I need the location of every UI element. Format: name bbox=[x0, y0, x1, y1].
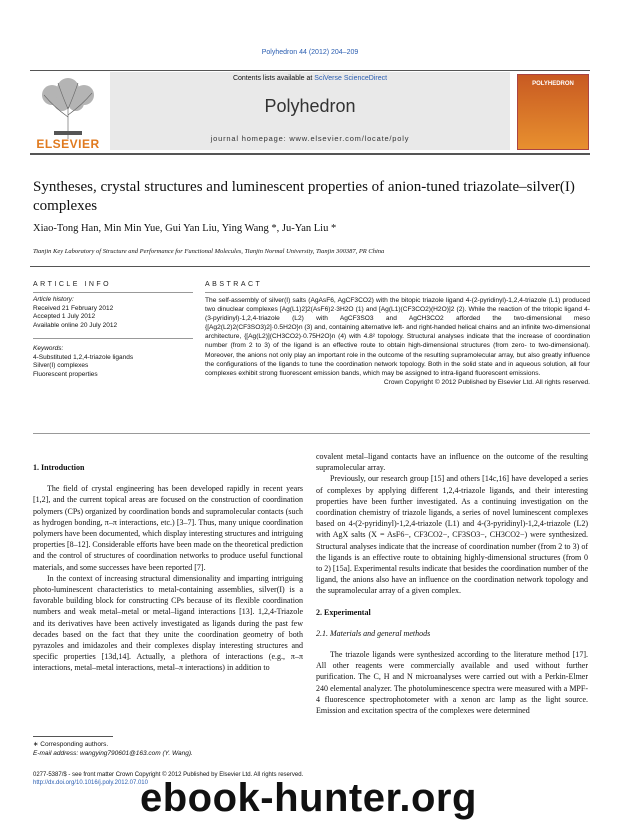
title-rule bbox=[30, 266, 590, 267]
article-info-heading: ARTICLE INFO bbox=[33, 281, 112, 288]
cover-title: POLYHEDRON bbox=[532, 81, 574, 87]
header-top-rule bbox=[30, 70, 590, 71]
paragraph: Previously, our research group [15] and others [14c,16] have developed a series of complexes by applying different 1,2,4-triazole ligands, and their interesting properties have been further investigated. As a continuing investigation on the coordination chemistry of triazole ligands, a series of novel luminescent complexes based on 4-(2-pyridinyl)-1,2,4-triazole (L1) and 4-(3-pyridinyl)-1,2,4-triazole (L2) with AgX salts (X = AsF6−, CF3CO2−, CF3SO3−, CH3CO2−) were synthesized. Structural analyses indicate that the increase of coordination number (from 2 to 3) of the ligands is an effective route to obtaining highly-dimensional structures (from 0 to 2) [15a]. Experimental results indicate that besides the coordination number of the ligand, the anions also have an influence on the coordination network topology and the supramolecular array of a given complex. bbox=[316, 474, 588, 596]
issn-text: 0277-5387/$ - see front matter Crown Copyright © 2012 Published by Elsevier Ltd. All rights reserved. bbox=[33, 772, 304, 778]
section-heading-introduction: 1. Introduction bbox=[33, 463, 85, 472]
keywords bbox=[33, 345, 193, 379]
footnote-rule bbox=[33, 736, 113, 737]
keywords-rule bbox=[33, 338, 193, 339]
keywords-label: Keywords: bbox=[33, 345, 64, 352]
article-info bbox=[33, 296, 193, 387]
journal-homepage[interactable]: journal homepage: www.elsevier.com/locate/poly bbox=[210, 134, 410, 143]
journal-title: Polyhedron bbox=[264, 96, 356, 116]
watermark-text: ebook-hunter.org bbox=[140, 776, 477, 820]
doi-link[interactable]: http://dx.doi.org/10.1016/j.poly.2012.07.010 bbox=[33, 780, 148, 786]
online-date: Available online 20 July 2012 bbox=[33, 321, 118, 329]
section-heading-experimental: 2. Experimental bbox=[316, 607, 371, 617]
keyword: 4-Substituted 1,2,4-triazole ligands bbox=[33, 353, 134, 361]
author-list: Xiao-Tong Han, Min Min Yue, Gui Yan Liu, Ying Wang *, Ju-Yan Liu * bbox=[33, 223, 337, 234]
email-address[interactable]: E-mail address: wangying790601@163.com (Y. Wang). bbox=[33, 750, 193, 757]
article-history bbox=[33, 296, 193, 330]
abstract-rule bbox=[205, 292, 590, 293]
footnote bbox=[33, 740, 303, 758]
affiliation: Tianjin Key Laboratory of Structure and Performance for Functional Molecules, Tianjin Normal University, Tianjin 300387, PR China bbox=[33, 248, 385, 255]
paragraph: covalent metal–ligand contacts have an influence on the outcome of the resulting supramolecular array. bbox=[316, 452, 588, 473]
journal-reference[interactable]: Polyhedron 44 (2012) 204–209 bbox=[261, 49, 359, 56]
history-label: Article history: bbox=[33, 296, 74, 303]
journal-cover-image bbox=[517, 74, 589, 150]
corresponding-author-note: ∗ Corresponding authors. bbox=[33, 741, 109, 748]
accepted-date: Accepted 1 July 2012 bbox=[33, 313, 96, 320]
keyword: Fluorescent properties bbox=[33, 370, 98, 378]
body-right-column bbox=[316, 452, 588, 716]
publisher-logo-text: ELSEVIER bbox=[36, 137, 100, 151]
body-left-column bbox=[33, 462, 303, 674]
abstract-heading: ABSTRACT bbox=[205, 281, 263, 288]
sciencedirect-link[interactable]: SciVerse ScienceDirect bbox=[314, 75, 388, 82]
article-title: Syntheses, crystal structures and luminescent properties of anion-tuned triazolate–silver(I) complexes bbox=[33, 179, 575, 214]
copyright-notice: Crown Copyright © 2012 Published by Elsevier Ltd. All rights reserved. bbox=[383, 378, 590, 386]
keyword: Silver(I) complexes bbox=[33, 362, 89, 369]
info-rule bbox=[33, 292, 193, 293]
header-bottom-rule bbox=[30, 153, 590, 155]
subsection-heading: 2.1. Materials and general methods bbox=[316, 628, 431, 638]
abstract bbox=[205, 296, 590, 387]
contents-prefix: Contents lists available at bbox=[232, 75, 315, 82]
paragraph: The field of crystal engineering has been developed rapidly in recent years [1,2], and the current topical areas are focused on the construction of coordination polymers (CPs) organized by coordination bonds and supramolecular contacts (such as hydrogen bonding, π–π interactions, etc.) [3–7]. Thus, many unique coordination polymers have been documented, which display interesting structures and intriguing properties [8–12]. Considerable efforts have been made on the theoretical prediction and the control of structures of coordination networks to produce useful functional materials, and some successes have been reported [7]. bbox=[33, 484, 303, 572]
paragraph: The triazole ligands were synthesized according to the literature method [17]. All other reagents were commercially available and used without further purification. The C, H and N microanalyses were carried out with a Perkin-Elmer 240 elemental analyzer. The photoluminescence spectra were measured with a MPF-4 fluorescence spectrophotometer with a xenon arc lamp as the light source. Emission and excitation spectra of the complexes were determined bbox=[316, 650, 588, 716]
abstract-text: The self-assembly of silver(I) salts (AgAsF6, AgCF3CO2) with the bitopic triazole ligand 4-(2-pyridinyl)-1,2,4-triazole (L1) produced two dinuclear complexes [Ag(L1)2]2(AsF6)2·3H2O (1) and [Ag(L1)(CF3CO2)(H2O)]2 (2). While the reaction of the tritopic ligand 4-(3-pyridinyl)-1,2,4-triazole (L2) with AgCF3SO3 and AgCH3CO2 afforded the two-dimensional meso {[Ag2(L2)2(CF3SO3)2]·0.5H2O}n (3) and, containing alternative left- and right-handed helical chains and an infinite two-dimensional architecture, {[Ag(L2)](CH3CO2)·0.75H2O}n (4) with 4.8² topology. Structural analyses indicate that the increase of coordination number (from 2 to 3) of the ligand is an effective route to obtain high-dimensional structures (from zero- to two-dimensional). Moreover, the anions not only play an important role in the outcome of the resulting supramolecular array, but also greatly influence the configurations of the ligands to tune the coordination network topology. Both in the solid state and in aqueous solution, all four complexes exhibit strong fluorescent emission bands, which may be assigned to intra-ligand fluorescent emissions. bbox=[205, 297, 590, 377]
received-date: Received 21 February 2012 bbox=[33, 304, 114, 312]
paragraph: In the context of increasing structural dimensionality and imparting intriguing photo-luminescent characteristics to metal-containing assemblies, silver(I) is a favorable building block for constructing CPs because of its flexible coordination numbers and weak metal–metal or metal–ligand interactions [13]. 1,2,4-Triazole and its derivatives have been actively investigated as ligands during the past few decades based on the fact that they unite the coordination geometry of both pyrazoles and imidazoles and their complexes display interesting structures and specific properties [13d,14]. Actually, a plethora of interactions (e.g., π–π interactions, metal–metal interactions, metal–π interactions) in addition to bbox=[33, 573, 303, 673]
abstract-bottom-rule bbox=[33, 433, 590, 434]
